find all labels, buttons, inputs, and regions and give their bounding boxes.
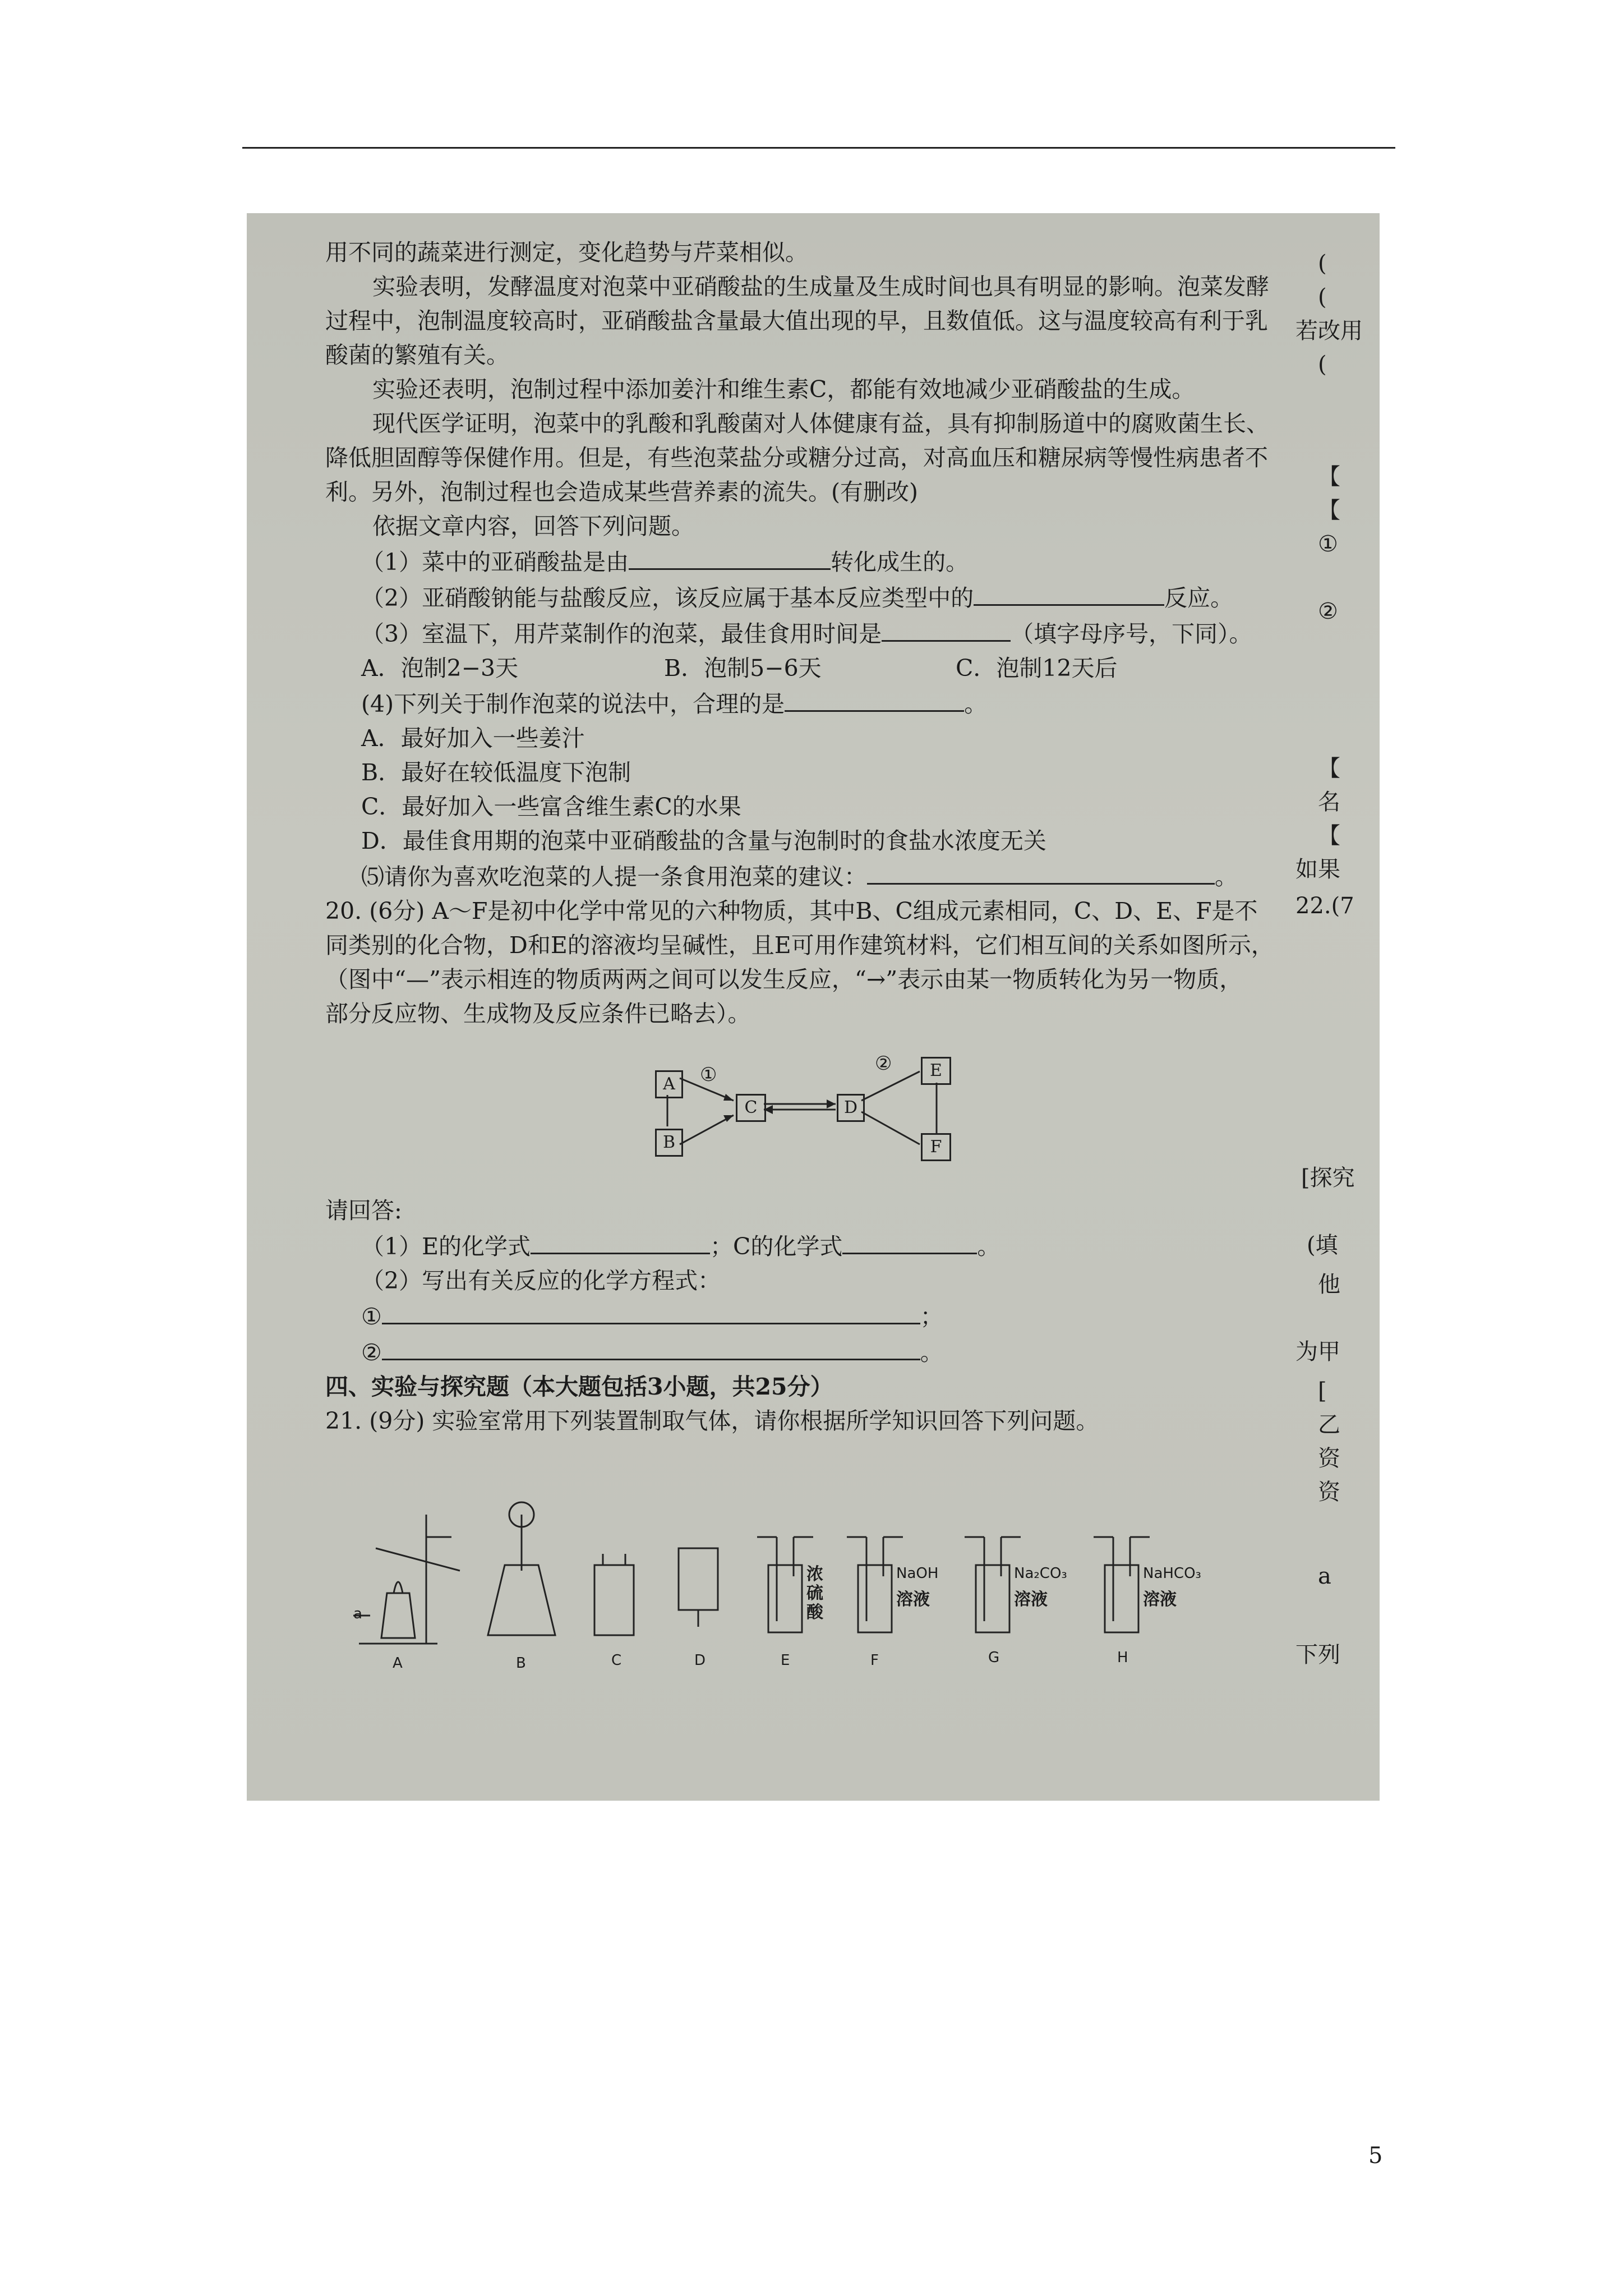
edge-text: [探究 [1301, 1165, 1355, 1191]
q-text: ① [361, 1303, 382, 1330]
text-line: 降低胆固醇等保健作用。但是，有些泡菜盐分或糖分过高，对高血压和糖尿病等慢性病患者不 [325, 444, 1268, 471]
q-text: ② [361, 1339, 382, 1366]
edge-text: 他 [1318, 1272, 1340, 1297]
option-d: D．最佳食用期的泡菜中亚硝酸盐的含量与泡制时的食盐水浓度无关 [361, 827, 1046, 854]
q-text: （2）亚硝酸钠能与盐酸反应，该反应属于基本反应类型中的 [361, 585, 974, 611]
edge-text: 资 [1318, 1479, 1340, 1505]
answer-blank[interactable] [974, 579, 1164, 606]
right-page-edge [1295, 213, 1380, 1801]
question-19-5 [325, 858, 1318, 894]
reagent-H2: 溶液 [1143, 1590, 1177, 1609]
reagent-G1: Na₂CO₃ [1014, 1565, 1067, 1582]
q-text: 。 [920, 1339, 943, 1366]
section-heading: 四、实验与探究题（本大题包括3小题，共25分） [325, 1373, 833, 1400]
edge-text: 名 [1318, 789, 1340, 815]
main-column [325, 236, 1318, 1438]
q-text: 。 [964, 691, 988, 717]
question-20-stem: 同类别的化合物，D和E的溶液均呈碱性，且E可用作建筑材料，它们相互间的关系如图所示， [325, 932, 1274, 959]
text-line: 依据文章内容，回答下列问题。 [372, 513, 694, 540]
label-E: E [781, 1652, 790, 1669]
edge-text: 资 [1318, 1446, 1340, 1471]
edge-text: ② [1318, 599, 1338, 624]
edge-text: 22.(7 [1295, 893, 1354, 919]
answer-blank[interactable] [867, 858, 1215, 885]
text-line: 现代医学证明，泡菜中的乳酸和乳酸菌对人体健康有益，具有抑制肠道中的腐败菌生长、 [372, 410, 1269, 437]
label-a-small: a [353, 1605, 362, 1622]
option-a: A．泡制2−3天 [361, 655, 519, 682]
q-text: （1）E的化学式 [361, 1233, 531, 1260]
node-a: A [655, 1070, 683, 1098]
reagent-G2: 溶液 [1014, 1590, 1048, 1609]
node-c: C [736, 1094, 766, 1122]
edge-text: ( [1318, 352, 1327, 378]
edge-text: [ [1318, 1378, 1327, 1404]
equation-1 [325, 1298, 1318, 1334]
answer-blank[interactable] [882, 615, 1011, 642]
label-F: F [870, 1652, 879, 1669]
question-21-stem: 21. (9分) 实验室常用下列装置制取气体，请你根据所学知识回答下列问题。 [325, 1407, 1099, 1434]
relation-diagram [639, 1049, 987, 1178]
q-text: (4)下列关于制作泡菜的说法中，合理的是 [361, 691, 785, 717]
header-rule [242, 147, 1395, 149]
node-b: B [655, 1129, 683, 1157]
question-20-2: （2）写出有关反应的化学方程式： [361, 1267, 721, 1294]
q-text: （3）室温下，用芹菜制作的泡菜，最佳食用时间是 [361, 620, 882, 647]
q-text: ； [920, 1303, 943, 1330]
edge-text: 【 [1318, 823, 1340, 849]
node-d: D [837, 1094, 865, 1122]
edge-text: 如果 [1295, 857, 1340, 882]
reagent-E: 浓硫酸 [806, 1565, 823, 1622]
label-A: A [393, 1655, 403, 1672]
label-G: G [988, 1649, 1000, 1666]
edge-text: (填 [1307, 1232, 1338, 1258]
q-text: 。 [977, 1233, 1000, 1260]
option-b: B．最好在较低温度下泡制 [361, 759, 631, 786]
options-row [325, 651, 1318, 685]
edge-text: 为甲 [1295, 1339, 1340, 1365]
answer-blank[interactable] [382, 1334, 920, 1360]
edge-text: 【 [1318, 498, 1340, 523]
answer-blank[interactable] [531, 1228, 710, 1254]
label-C: C [611, 1652, 622, 1669]
answer-prompt: 请回答: [325, 1197, 402, 1224]
text-line: 利。另外，泡制过程也会造成某些营养素的流失。(有删改) [325, 478, 918, 505]
q-text: ⑸请你为喜欢吃泡菜的人提一条食用泡菜的建议： [361, 863, 867, 890]
apparatus-figure [353, 1481, 1340, 1683]
scanned-page-photo [247, 213, 1380, 1801]
text-line: 实验表明，发酵温度对泡菜中亚硝酸盐的生成量及生成时间也具有明显的影响。泡菜发酵 [372, 273, 1269, 300]
q-text: ；C的化学式 [710, 1233, 843, 1260]
equation-2 [325, 1334, 1318, 1370]
question-19-3 [325, 615, 1318, 651]
question-19-1 [325, 544, 1318, 579]
text-line: 实验还表明，泡制过程中添加姜汁和维生素C，都能有效地减少亚硝酸盐的生成。 [372, 376, 1195, 403]
reagent-H1: NaHCO₃ [1143, 1565, 1201, 1582]
q-text: （填字母序号，下同）。 [1011, 620, 1252, 647]
page-number: 5 [1368, 2143, 1383, 2169]
answer-blank[interactable] [629, 544, 831, 570]
q-text: （1）菜中的亚硝酸盐是由 [361, 549, 629, 576]
question-20-stem: 20. (6分) A～F是初中化学中常见的六种物质，其中B、C组成元素相同，C、D、E、F是不 [325, 898, 1258, 924]
answer-blank[interactable] [842, 1228, 977, 1254]
option-c: C．最好加入一些富含维生素C的水果 [361, 793, 741, 820]
text-line: 过程中，泡制温度较高时，亚硝酸盐含量最大值出现的早，且数值低。这与温度较高有利于乳 [325, 307, 1268, 334]
edge-text: 乙 [1318, 1412, 1340, 1438]
node-f: F [921, 1133, 951, 1161]
question-20-stem: （图中“—”表示相连的物质两两之间可以发生反应，“→”表示由某一物质转化为另一物质， [325, 966, 1243, 993]
question-20-1 [325, 1228, 1318, 1264]
q-text: 转化成生的。 [831, 549, 969, 576]
answer-blank[interactable] [785, 685, 964, 712]
option-a: A．最好加入一些姜汁 [361, 725, 585, 752]
text-line: 用不同的蔬菜进行测定，变化趋势与芹菜相似。 [325, 239, 808, 266]
question-20-stem: 部分反应物、生成物及反应条件已略去）。 [325, 1000, 751, 1027]
reagent-F1: NaOH [896, 1565, 939, 1582]
edge-text: ① [1318, 531, 1338, 557]
edge-text: a [1318, 1563, 1331, 1589]
question-19-2 [325, 579, 1318, 615]
node-e: E [921, 1057, 951, 1085]
mark-1: ① [700, 1064, 717, 1086]
text-line: 酸菌的繁殖有关。 [325, 342, 509, 369]
q-text: 反应。 [1164, 585, 1234, 611]
edge-text: ( [1318, 251, 1327, 277]
label-H: H [1117, 1649, 1128, 1666]
label-D: D [694, 1652, 706, 1669]
answer-blank[interactable] [382, 1298, 920, 1324]
edge-text: 下列 [1295, 1642, 1340, 1668]
reagent-F2: 溶液 [896, 1590, 930, 1609]
edge-text: 【 [1318, 756, 1340, 781]
mark-2: ② [875, 1052, 892, 1075]
edge-text: 若改用 [1295, 318, 1363, 344]
option-c: C．泡制12天后 [956, 655, 1118, 682]
q-text: 。 [1215, 863, 1238, 890]
label-B: B [516, 1655, 526, 1672]
option-b: B．泡制5−6天 [664, 655, 822, 682]
question-19-4 [325, 685, 1318, 721]
edge-text: ( [1318, 284, 1327, 310]
edge-text: 【 [1318, 464, 1340, 490]
